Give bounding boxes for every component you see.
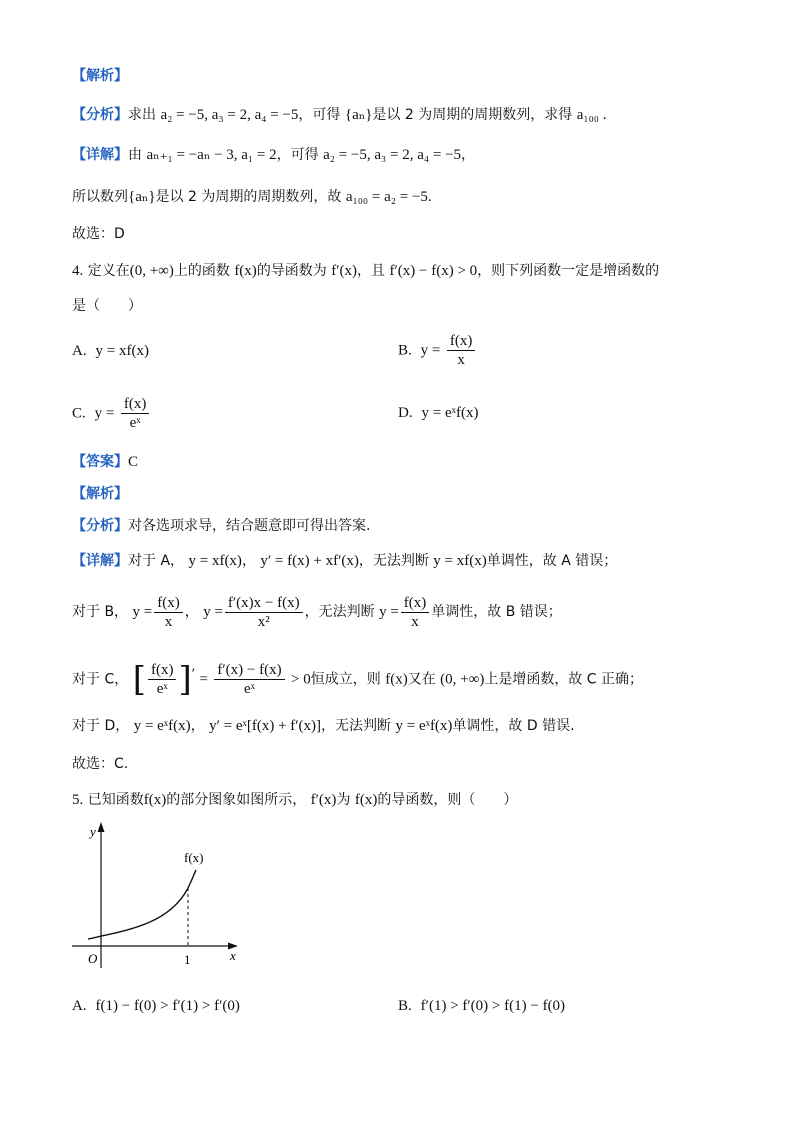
q3-conclusion-line: 所以数列{aₙ}是以 2 为周期的周期数列，故 a₁₀₀ = a₂ = −5. bbox=[72, 189, 432, 205]
q5-stem: 5. 已知函数f(x)的部分图象如图所示， f′(x)为 f(x)的导函数，则（ ） bbox=[72, 792, 518, 808]
q4-stem-line2: 是（ ） bbox=[72, 298, 142, 314]
curve-label: f(x) bbox=[184, 850, 204, 865]
q5-option-a: A. f(1) − f(0) > f′(1) > f′(0) bbox=[72, 998, 240, 1014]
tick-label-1: 1 bbox=[184, 952, 191, 967]
q4-xiangjie-a: 【详解】对于 A， y = xf(x)， y′ = f(x) + xf′(x)，无法判断 y = xf(x)单调性，故 A 错误； bbox=[72, 553, 618, 569]
q3-answer-line: 故选：D bbox=[72, 226, 125, 242]
q3-fenxi-line: 【分析】求出 a₂ = −5, a₃ = 2, a₄ = −5，可得 {aₙ}是以 2 为周期的周期数列，求得 a₁₀₀ . bbox=[72, 107, 607, 123]
y-axis-arrow-icon bbox=[98, 822, 105, 832]
q4-answer-line: 【答案】C bbox=[72, 454, 139, 470]
q4-stem-line1: 4. 定义在(0, +∞)上的函数 f(x)的导函数为 f′(x)，且 f′(x) − f(x) > 0，则下列函数一定是增函数的 bbox=[72, 263, 660, 279]
q5-option-b: B. f′(1) > f′(0) > f(1) − f(0) bbox=[398, 998, 566, 1014]
q4-xiangjie-c: 对于 C， [ $\frac{f(x)}{\text{eˣ}}$ ]′ = $\frac{f'(x) - f(x)}{\text{eˣ}}$ > 0恒成立，则 f(x)又在 (0, +∞)上是增函数，故 C 正确； bbox=[72, 659, 644, 700]
q4-option-c: C. y = $\frac{f(x)}{\text{eˣ}}$ bbox=[72, 395, 151, 432]
q4-answer-final: 故选：C. bbox=[72, 756, 129, 772]
q5-function-graph bbox=[60, 818, 260, 973]
tag-jiexi-2: 【解析】 bbox=[72, 486, 128, 502]
q4-option-b: B. y = $\frac{f(x)}{x}$ bbox=[398, 332, 477, 369]
q4-fenxi-line: 【分析】对各选项求导，结合题意即可得出答案. bbox=[72, 518, 371, 534]
function-curve bbox=[88, 870, 196, 939]
q4-option-a: A. y = xf(x) bbox=[72, 343, 149, 359]
tag-jiexi-1: 【解析】 bbox=[72, 68, 128, 84]
q4-xiangjie-d: 对于 D， y = eˣf(x)， y′ = eˣ[f(x) + f′(x)]，无法判断 y = eˣf(x)单调性，故 D 错误. bbox=[72, 718, 575, 734]
origin-label: O bbox=[88, 951, 98, 966]
y-axis-label: y bbox=[90, 824, 96, 839]
q4-option-d: D. y = eˣf(x) bbox=[398, 405, 479, 421]
q3-xiangjie-line: 【详解】由 aₙ₊₁ = −aₙ − 3, a₁ = 2，可得 a₂ = −5, a₃ = 2, a₄ = −5， bbox=[72, 147, 476, 163]
x-axis-label: x bbox=[230, 948, 236, 963]
q4-xiangjie-b: 对于 B， y = $\frac{f(x)}{x}$ ， y = $\frac{f'(x)x - f(x)}{\text{x²}}$ ，无法判断 y = $\frac{f(x)}{x}$ 单调性，故 B 错误； bbox=[72, 594, 562, 630]
